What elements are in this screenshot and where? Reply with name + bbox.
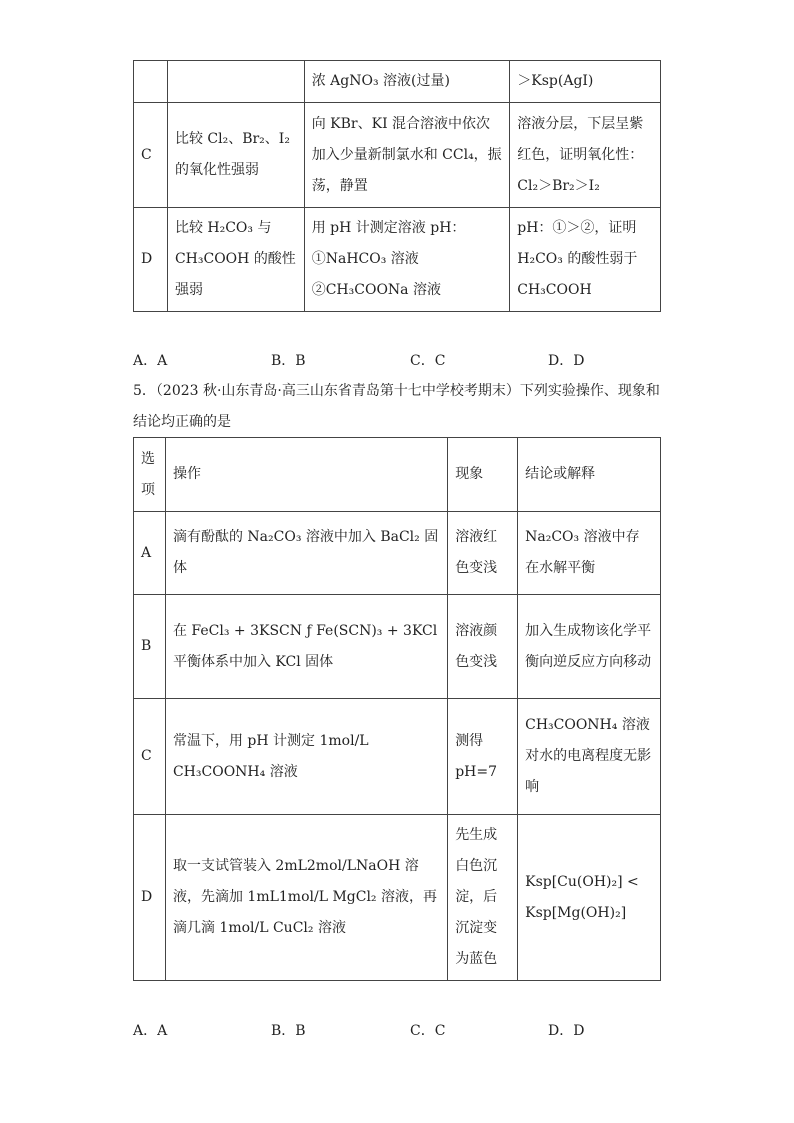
option-cell	[134, 61, 168, 103]
conclusion-cell: Na₂CO₃ 溶液中存在水解平衡	[518, 512, 661, 595]
option-cell: B	[134, 595, 166, 699]
choice-c[interactable]: C．C	[410, 1023, 446, 1039]
choice-b[interactable]: B．B	[271, 353, 306, 369]
option-cell: D	[134, 208, 168, 312]
conclusion-cell: 加入生成物该化学平衡向逆反应方向移动	[518, 595, 661, 699]
choice-a[interactable]: A．A	[133, 353, 168, 369]
phenomenon-cell: 溶液红色变浅	[448, 512, 518, 595]
table-row	[134, 512, 661, 595]
operation-cell: 向 KBr、KI 混合溶液中依次加入少量新制氯水和 CCl₄，振荡，静置	[304, 103, 510, 208]
header-conclusion: 结论或解释	[518, 438, 661, 512]
experiment-table-1	[133, 60, 661, 312]
question-5-stem: 5．（2023 秋·山东青岛·高三山东省青岛第十七中学校考期末）下列实验操作、现象和结论均正确的是	[133, 383, 660, 430]
table-row	[134, 61, 661, 103]
operation-cell: 常温下，用 pH 计测定 1mol/L CH₃COONH₄ 溶液	[165, 699, 447, 815]
phenomenon-cell: 测得 pH=7	[448, 699, 518, 815]
experiment-table-2	[133, 437, 661, 981]
table-row	[134, 103, 661, 208]
table-row	[134, 815, 661, 981]
conclusion-cell: Ksp[Cu(OH)₂] < Ksp[Mg(OH)₂]	[518, 815, 661, 981]
table-header-row	[134, 438, 661, 512]
table-row	[134, 699, 661, 815]
header-option: 选项	[134, 438, 166, 512]
option-cell: C	[134, 699, 166, 815]
conclusion-cell: CH₃COONH₄ 溶液对水的电离程度无影响	[518, 699, 661, 815]
option-cell: C	[134, 103, 168, 208]
operation-cell: 滴有酚酞的 Na₂CO₃ 溶液中加入 BaCl₂ 固体	[165, 512, 447, 595]
answer-choices-5	[133, 1020, 693, 1040]
table-row	[134, 595, 661, 699]
header-operation: 操作	[165, 438, 447, 512]
operation-cell: 在 FeCl₃ + 3KSCN ƒ Fe(SCN)₃ + 3KCl 平衡体系中加入 KCl 固体	[165, 595, 447, 699]
choice-d[interactable]: D．D	[548, 353, 585, 369]
choice-b[interactable]: B．B	[271, 1023, 306, 1039]
phenomenon-cell: 先生成白色沉淀，后沉淀变为蓝色	[448, 815, 518, 981]
choice-a[interactable]: A．A	[133, 1023, 168, 1039]
conclusion-cell: 溶液分层，下层呈紫红色，证明氧化性：Cl₂＞Br₂＞I₂	[510, 103, 661, 208]
header-phenomenon: 现象	[448, 438, 518, 512]
phenomenon-cell: 溶液颜色变浅	[448, 595, 518, 699]
operation-cell: 浓 AgNO₃ 溶液(过量)	[304, 61, 510, 103]
purpose-cell	[167, 61, 304, 103]
operation-cell: 取一支试管装入 2mL2mol/LNaOH 溶液，先滴加 1mL1mol/L MgCl₂ 溶液，再滴几滴 1mol/L CuCl₂ 溶液	[165, 815, 447, 981]
conclusion-cell: ＞Ksp(AgI)	[510, 61, 661, 103]
choice-c[interactable]: C．C	[410, 353, 446, 369]
purpose-cell: 比较 H₂CO₃ 与 CH₃COOH 的酸性强弱	[167, 208, 304, 312]
answer-choices-4	[133, 350, 693, 370]
conclusion-cell: pH：①＞②，证明 H₂CO₃ 的酸性弱于 CH₃COOH	[510, 208, 661, 312]
option-cell: A	[134, 512, 166, 595]
operation-cell: 用 pH 计测定溶液 pH：①NaHCO₃ 溶液②CH₃COONa 溶液	[304, 208, 510, 312]
choice-d[interactable]: D．D	[548, 1023, 585, 1039]
table-row	[134, 208, 661, 312]
option-cell: D	[134, 815, 166, 981]
purpose-cell: 比较 Cl₂、Br₂、I₂ 的氧化性强弱	[167, 103, 304, 208]
